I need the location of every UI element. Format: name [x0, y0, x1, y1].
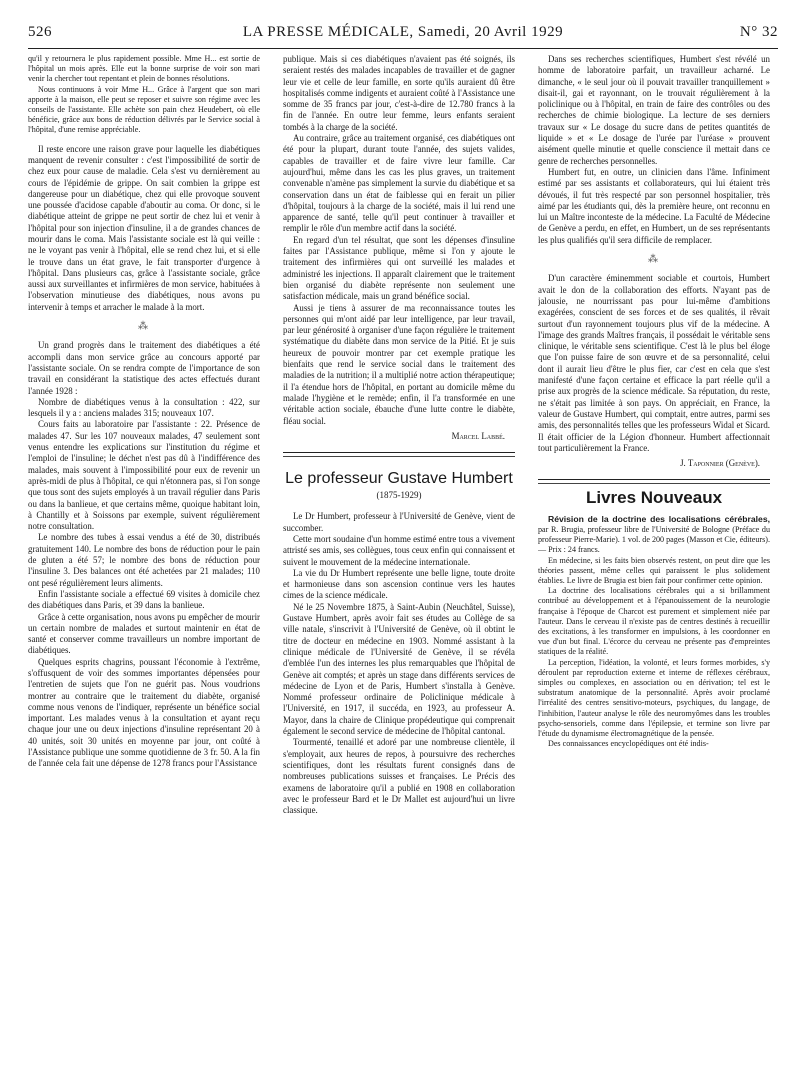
book-meta: par R. Brugia, professeur libre de l'Université de Bologne (Préface du professeur Pierre-Marie). 1 vol. de 200 pages (Masson et Cie, éditeurs). — Prix : 24 francs. — [538, 524, 770, 555]
paragraph: Humbert fut, en outre, un clinicien dans l'âme. Infiniment estimé par ses assistants et collaborateurs, qui lui étaient très dévoués, il fut très respecté par son personnel hospitalier, très aimé par les étudiants qui, dès la première heure, ont reconnu en lui un Maître inconteste de la médecine. La Faculté de Médecine de Genève a perdu, en effet, en Humbert, un de ses représentants les plus qualifiés qu'il sera difficile de remplacer. — [538, 166, 770, 245]
signature-labbe: Marcel Labbé. — [451, 430, 505, 441]
section-rule — [538, 479, 770, 480]
paragraph: Tourmenté, tenaillé et adoré par une nombreuse clientèle, il s'employait, aux heures de repos, à poursuivre des recherches scientifiques, dont les résultats furent consignés dans de nombreuses publications suisses et françaises. Le Précis des examens de laboratoire qu'il a publié en 1908 en collaboration avec le professeur Bard et le Dr Mallet est aujourd'hui un livre classique. — [283, 737, 515, 816]
page-header — [28, 24, 778, 49]
paragraph: Un grand progrès dans le traitement des diabétiques a été accompli dans mon service grâce au concours apporté par l'assistante sociale. On se rendra compte de l'importance de son travail en considérant la statistique des actes effectués durant l'année 1928 : — [28, 340, 260, 396]
section-rule — [283, 452, 515, 453]
book-header — [538, 514, 770, 556]
paragraph: Né le 25 Novembre 1875, à Saint-Aubin (Neuchâtel, Suisse), Gustave Humbert, après avoir fait ses études au Collège de sa ville natale, s'inscrivit à l'Université de Genève, où il obtint le titre de docteur en médecine en 1903. Nommé assistant à la clinique médicale de l'Université de Genève, il se révéla d'emblée l'un des internes les plus remarquables que l'hôpital de Genève ait comptés; et après un stage dans différents services de médecine de Lyon et de Paris, Humbert s'installa à Genève. Nommé professeur ordinaire de Policlinique médicale à l'Université, en 1917, il succéda, en 1923, au professeur A. Mayor, dans la chaire de Clinique propédeutique qui comprenait également le second service de médecine de l'hôpital cantonal. — [283, 601, 515, 737]
column-1 — [28, 54, 260, 1074]
paragraph: En regard d'un tel résultat, que sont les dépenses d'insuline faites par l'Assistance publique, même si l'on y ajoute le traitement des infirmières qui ont surveillé les malades et administré les injections. Il apparaît clairement que le traitement bien organisé du diabète représente non seulement une satisfaction médicale, mais un grand bénéfice social. — [283, 234, 515, 302]
paragraph: Nombre de diabétiques venus à la consultation : 422, sur lesquels il y a : anciens malades 315; nouveaux 107. — [28, 396, 260, 419]
paragraph: Au contraire, grâce au traitement organisé, ces diabétiques ont été pour la plupart, durant toute l'année, des sujets valides, capables de travailler et de faire vivre leur famille. Car aujourd'hui, même dans les cas les plus graves, un traitement convenable n'amène pas simplement la survie du diabétique et sa conservation dans un état de faiblesse qui en ferait un pilier d'hôpital, toujours à la charge de la société, mais il lui rend une apparence de santé, telle qu'il peut continuer à travailler et remplir le rôle d'un membre actif dans la société. — [283, 133, 515, 234]
page-number: 526 — [28, 24, 52, 40]
paragraph: Le Dr Humbert, professeur à l'Université de Genève, vient de succomber. — [283, 511, 515, 533]
article-title: Le professeur Gustave Humbert — [285, 470, 513, 488]
article-dates: (1875-1929) — [376, 490, 422, 501]
paragraph: La perception, l'idéation, la volonté, et leurs formes morbides, s'y déroulent par reproduction externe et interne de réflexes cérébraux, simples ou complexes, en association ou en dérivation; tel est le substratum anatomique de la personnalité. Après avoir proclamé l'irréalité des centres sensitivo-moteurs, psychiques, du langage, de l'inhibition, l'auteur analyse le rôle des neuromyômes dans les troubles psycho-sensoriels, comme dans l'épilepsie, et termine son livre par l'étude du dynamisme électromagnétique de la pensée. — [538, 657, 770, 738]
paragraph: Des connaissances encyclopédiques ont été indis- — [548, 739, 709, 749]
section-rule-thin — [283, 456, 515, 457]
paragraph: Le nombre des tubes à essai vendus a été de 30, distribués gratuitement 140. Le nombre des bons de réduction pour le pain de gluten a été 57; le nombre des bons de réduction pour l'insuline 3. Des balances ont été achetées par 21 malades; 110 ont pesé régulièrement leurs aliments. — [28, 532, 260, 588]
journal-title: LA PRESSE MÉDICALE, Samedi, 20 Avril 1929 — [242, 24, 564, 40]
book-title: Révision de la doctrine des localisations cérébrales, — [548, 513, 770, 524]
paragraph: Il reste encore une raison grave pour laquelle les diabétiques manquent de revenir consulter : c'est l'impossibilité de sortir de chez eux pour cause de maladie. Cela s'est vu dernièrement au cours de l'épidémie de grippe. On sait combien la grippe est dangereuse pour un diabétique, chez qui elle provoque souvent une poussée d'acidose capable d'aboutir au coma. Or donc, si le diabétique atteint de grippe ne peut sortir de chez lui et venir à l'hôpital pour son injection d'insuline, il a de grandes chances de mourir dans le coma. Mais l'assistante sociale est là qui veille : ne le voyant pas venir à l'hôpital, elle se rend chez lui, et si elle le trouve dans un état grave, le fait transporter d'urgence à l'hôpital. Dans plusieurs cas, grâce à l'assistante sociale, grâce aussi aux surveillantes et infirmières de mon service, habituées à l'observation minutieuse des diabétiques, nous avons pu intervenir à temps et arracher le malade à la mort. — [28, 143, 260, 312]
issue-number: N° 32 — [739, 24, 778, 40]
book-review — [538, 514, 770, 750]
paragraph: En médecine, si les faits bien observés restent, on peut dire que les théories passent, même celles qui paraissent le plus solidement établies. Le livre de Brugia est bien fait pour confirmer cette opinion. — [538, 555, 770, 585]
paragraph: La vie du Dr Humbert représente une belle ligne, toute droite et harmonieuse dans son ascension continue vers les hautes cimes de la science médicale. — [283, 567, 515, 601]
paragraph: Cours faits au laboratoire par l'assistante : 22. Présence de malades 47. Sur les 107 nouveaux malades, 47 seulement sont venus entendre les explications sur l'institution du régime et l'emploi de l'insuline; le déchet n'est pas dû à l'indifférence des malades, mais souvent à l'impossibilité pour eux de revenir un après-midi de plus à l'hôpital, ce qui n'étonnera pas, si l'on songe que tous sont des sujets employés à un travail régulier dans Paris ou dans la banlieue, et que certains même, quoique habitant loin, à Chantilly et à Soissons par exemple, suivent régulièrement notre consultation. — [28, 419, 260, 532]
paragraph: publique. Mais si ces diabétiques n'avaient pas été soignés, ils seraient restés des malades incapables de travailler et de gagner leur vie et celle de leur famille, en sorte qu'ils auraient dû être hospitalisés comme indigents et auraient coûté à l'Assistance une somme de 35 francs par jour, c'est-à-dire de 12.780 francs à la fin de l'année. En outre leur femme, leurs enfants seraient tombés à la charge de la société. — [283, 54, 515, 132]
paragraph: Enfin l'assistante sociale a effectué 69 visites à domicile chez des diabétiques dans Paris, et 39 dans la banlieue. — [28, 588, 260, 611]
column-2 — [283, 54, 515, 1074]
signature-taponnier: J. Taponnier (Genève). — [680, 458, 760, 469]
paragraph: La doctrine des localisations cérébrales qui a si brillamment contribué au développement et à l'épanouissement de la neurologie française à l'époque de Charcot est purement et simplement niée par l'auteur. Dans le cerveau il n'existe pas de centres destinés à recueillir des excitations, à les transformer en impulsions, à les coordonner en vue d'un but final. L'écorce du cerveau ne présente pas d'empreintes statiques de la réalité. — [538, 586, 770, 657]
section-stars: ⁂ — [648, 254, 660, 266]
column-3 — [538, 54, 770, 1074]
paragraph: Nous continuons à voir Mme H... Grâce à l'argent que son mari apporte à la maison, elle peut se reposer et suivre son régime avec les conseils de l'assistante. Elle achète son pain chez Heudebert, où elle bénéficie, grâce aux bons de réduction délivrés par le Service social à l'hôpital, d'une remise appréciable. — [28, 84, 260, 135]
intro-block — [28, 54, 260, 136]
paragraph: Aussi je tiens à assurer de ma reconnaissance toutes les personnes qui m'ont aidé par leur intelligence, par leur travail, par leur générosité à organiser d'une façon régulière le traitement systématique du diabète dans mon service de la Pitié. Et je suis heureux de pouvoir montrer par cet exemple pratique les bienfaits que rend le service social dans le traitement des maladies de la nutrition; il a multiplié notre action thérapeutique; il l'a étendue hors de l'hôpital, en portant au domicile même du malade l'hygiène et le remède; enfin, il l'a transformée en une véritable action sociale, ébauche d'une lutte contre le diabète, fléau social. — [283, 302, 515, 426]
paragraph: Grâce à cette organisation, nous avons pu empêcher de mourir un certain nombre de malades et surtout maintenir en état de santé et conserver comme travailleurs un nombre important de diabétiques. — [28, 611, 260, 656]
paragraph: qu'il y retournera le plus rapidement possible. Mme H... est sortie de l'hôpital un mois après. Elle eut la bonne surprise de voir son mari venir la chercher tout repentant et plein de bonnes résolutions. — [28, 54, 260, 84]
paragraph: Cette mort soudaine d'un homme estimé entre tous a vivement attristé ses amis, ses collègues, tous ceux enfin qui connaissent et suivent le mouvement de la médecine internationale. — [283, 533, 515, 567]
paragraph: Quelques esprits chagrins, poussant l'économie à l'extrême, s'offusquent de voir des sommes importantes dépensées pour l'entretien de sujets que l'on ne guérit pas. Nous voudrions montrer au contraire que le traitement du diabète, organisé comme nous venons de l'indiquer, représente un bénéfice social important. Les malades venus à la consultation et ayant reçu chaque jour une ou deux injections d'insuline représentant 20 à 40 unités, soit 30 unités en moyenne par jour, ont coûté à l'Assistance publique une somme quotidienne de 3 fr. 50. A la fin de l'année cela fait une dépense de 1278 francs pour l'Assistance — [28, 656, 260, 769]
section-title-livres: Livres Nouveaux — [585, 488, 723, 508]
section-rule-thin — [538, 483, 770, 484]
section-stars: ⁂ — [138, 321, 150, 333]
paragraph: Dans ses recherches scientifiques, Humbert s'est révélé un homme de laboratoire parfait, un travailleur acharné. Le dimanche, « le seul jour où il pouvait travailler tranquillement » disait-il, gai et rayonnant, on le trouvait régulièrement à la policlinique ou à l'hôpital, en train de faire des contrôles ou des recherches de chimie biologique. La lecture de ses derniers travaux sur « Le dosage du sucre dans de petites quantités de liquide » et « Le dosage de l'urée par l'uréase » prouvent aisément quelle minutie et quelle conscience il mettait dans ce genre de recherches personnelles. — [538, 54, 770, 166]
paragraph: D'un caractère éminemment sociable et courtois, Humbert avait le don de la collaboration des efforts. N'ayant pas de jalousie, ne nourrissant pas pour lui-même d'ambitions exagérées, conscient de ses forces et de ses qualités, il rêvait surtout d'un rayonnement toujours plus vif de la médecine. A l'image des grands Maîtres français, il possédait le véritable sens clinique, le véritable sens scientifique. C'est là le plus bel éloge que l'on puisse faire de son œuvre et de sa personnalité, celui dont il aurait lieu d'être le plus fier, car c'est en cela que s'est manifesté d'une façon certaine et efficace la part réelle qu'il a prise aux progrès de la science médicale. Sa réputation, du reste, ne s'était pas limitée à son pays. On appréciait, en France, la valeur de Gustave Humbert, qui comptait, entre autres, parmi ses amis, des personnalités telles que les professeurs Widal et Sicard. Il était officier de la Légion d'honneur. Humbert affectionnait tout particulièrement la France. — [538, 273, 770, 453]
